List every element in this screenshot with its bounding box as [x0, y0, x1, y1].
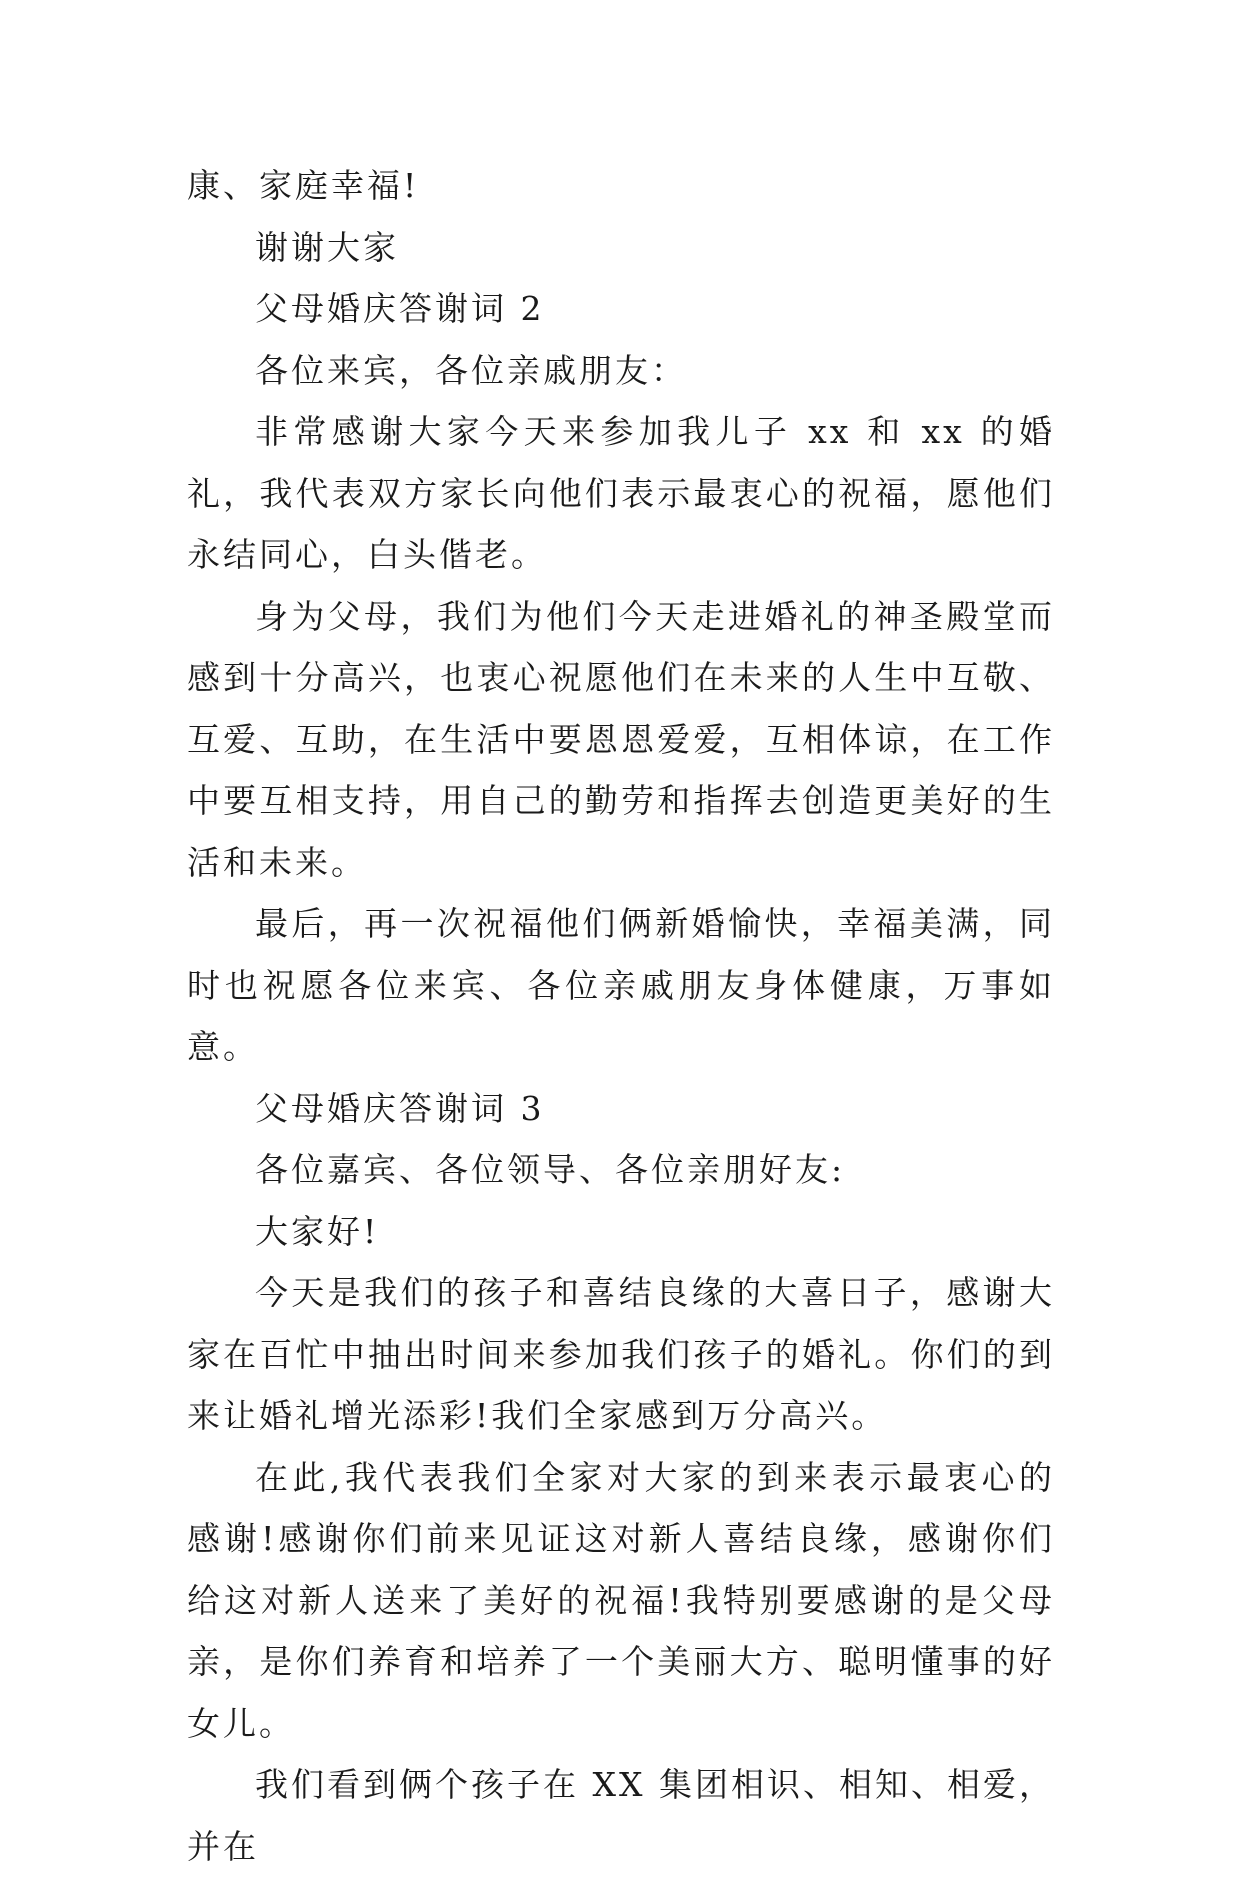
paragraph-2: 谢谢大家: [255, 227, 399, 267]
section-heading-3: 父母婚庆答谢词 3: [255, 1088, 545, 1128]
paragraph-greeting: 大家好!: [255, 1211, 380, 1251]
paragraph-salutation-3: 各位嘉宾、各位领导、各位亲朋好友:: [255, 1150, 846, 1189]
paragraph-11: 今天是我们的孩子和喜结良缘的大喜日子，感谢大家在百忙中抽出时间来参加我们孩子的婚礼。你们的到来让婚礼增光添彩!我们全家感到万分高兴。: [187, 1273, 1055, 1435]
paragraph-7: 最后，再一次祝福他们俩新婚愉快，幸福美满，同时也祝愿各位来宾、各位亲戚朋友身体健康，万事如意。: [187, 904, 1055, 1066]
section-heading-2: 父母婚庆答谢词 2: [255, 289, 545, 328]
paragraph-6: 身为父母，我们为他们今天走进婚礼的神圣殿堂而感到十分高兴，也衷心祝愿他们在未来的人生中互敬、互爱、互助，在生活中要恩恩爱爱，互相体谅，在工作中要互相支持，用自己的勤劳和指挥去创造更美好的生活和未来。: [187, 596, 1055, 882]
paragraph-1: 康、家庭幸福!: [187, 166, 420, 205]
paragraph-13: 我们看到俩个孩子在 XX 集团相识、相知、相爱，并在: [187, 1765, 1055, 1866]
document-body: [187, 155, 1055, 1877]
paragraph-12: 在此,我代表我们全家对大家的到来表示最衷心的感谢!感谢你们前来见证这对新人喜结良缘，感谢你们给这对新人送来了美好的祝福!我特别要感谢的是父母亲，是你们养育和培养了一个美丽大方、聪明懂事的好女儿。: [187, 1457, 1055, 1743]
paragraph-5: 非常感谢大家今天来参加我儿子 xx 和 xx 的婚礼，我代表双方家长向他们表示最衷心的祝福，愿他们永结同心，白头偕老。: [187, 412, 1055, 574]
paragraph-salutation-2: 各位来宾，各位亲戚朋友：: [255, 350, 687, 390]
